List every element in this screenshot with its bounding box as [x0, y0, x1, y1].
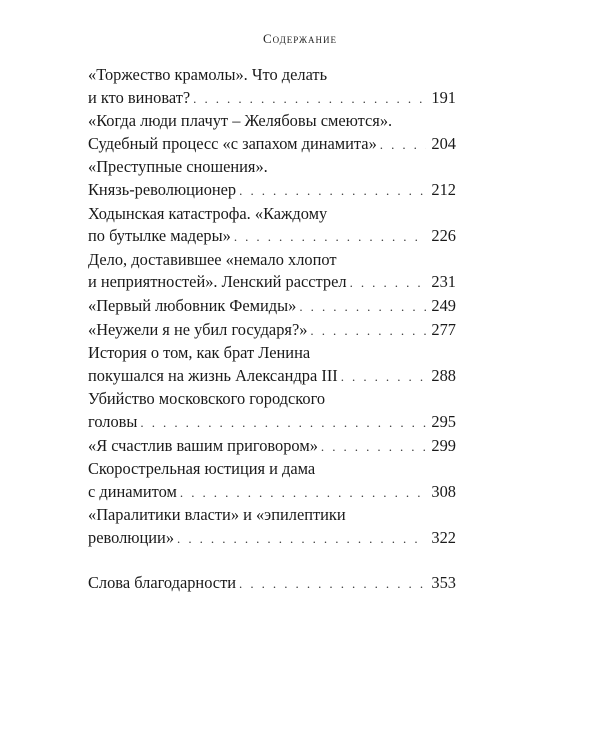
toc-page-number: 277	[431, 319, 456, 339]
toc-page-number: 204	[431, 133, 456, 153]
toc-entry[interactable]	[88, 295, 456, 319]
dot-leader	[350, 272, 427, 295]
toc-entry[interactable]	[88, 110, 456, 156]
dot-leader	[299, 296, 426, 319]
section-gap	[88, 550, 456, 572]
toc-entry-text: покушался на жизнь Александра III	[88, 365, 338, 385]
toc-entry-text: Князь-революционер	[88, 179, 237, 199]
dot-leader	[239, 573, 426, 596]
dot-leader	[239, 180, 426, 203]
toc-entry-text: «Я счастлив вашим приговором»	[88, 435, 318, 455]
toc-entry[interactable]	[88, 249, 456, 295]
toc-page-number: 288	[431, 365, 456, 385]
toc-page-number: 226	[431, 226, 456, 246]
toc-entry-text: «Первый любовник Фемиды»	[88, 295, 297, 315]
toc-entry-text: Убийство московского городского	[88, 389, 326, 409]
toc-entry[interactable]	[88, 156, 456, 202]
dot-leader	[140, 412, 426, 435]
dot-leader	[310, 320, 426, 343]
dot-leader	[341, 366, 427, 389]
toc-entry-text: революции»	[88, 527, 175, 547]
toc-entry-text: Судебный процесс «с запахом динамита»	[88, 133, 377, 153]
toc-page-number: 249	[431, 295, 456, 315]
toc-entry-text: и неприятностей». Ленский расстрел	[88, 272, 347, 292]
toc-entry[interactable]	[88, 342, 456, 388]
dot-leader	[193, 88, 426, 111]
toc-entry-text: «Торжество крамолы». Что делать	[88, 65, 328, 84]
toc-page-number: 295	[431, 411, 456, 431]
toc-entry[interactable]	[88, 388, 456, 434]
toc-entry[interactable]	[88, 504, 456, 550]
toc-page-number: 212	[431, 179, 456, 199]
toc-page-number: 353	[431, 573, 456, 593]
dot-leader	[177, 528, 426, 551]
toc-page-number: 299	[431, 435, 456, 455]
toc-entry-text: с динамитом	[88, 481, 177, 501]
toc-entry-text: Слова благодарности	[88, 573, 237, 593]
toc-page-number: 231	[431, 272, 456, 292]
toc-entry-text: «Паралитики власти» и «эпилептики	[88, 505, 346, 525]
dot-leader	[321, 436, 427, 459]
toc-entry-text: «Преступные сношения».	[88, 157, 268, 177]
toc-entry[interactable]	[88, 64, 456, 110]
toc-page-number: 191	[431, 87, 456, 107]
toc-entry[interactable]	[88, 458, 456, 504]
dot-leader	[380, 134, 427, 157]
toc-entry-text: Дело, доставившее «немало хлопот	[88, 249, 337, 269]
toc-entry-text: по бутылке мадеры»	[88, 226, 231, 246]
toc-entry-text: и кто виноват?	[88, 87, 191, 107]
dot-leader	[180, 482, 427, 505]
table-of-contents	[88, 64, 456, 596]
toc-entry-text: «Неужели я не убил государя?»	[88, 319, 308, 339]
toc-entry[interactable]	[88, 203, 456, 249]
toc-entry-text: головы	[88, 411, 138, 431]
toc-entry-text: История о том, как брат Ленина	[88, 343, 311, 363]
toc-page-number: 322	[431, 527, 456, 547]
toc-entry-text: Ходынская катастрофа. «Каждому	[88, 203, 328, 223]
toc-entry-text: «Когда люди плачут – Желябовы смеются».	[88, 111, 393, 131]
toc-entry[interactable]	[88, 319, 456, 343]
page-title: Содержание	[262, 31, 338, 46]
toc-entry-text: Скорострельная юстиция и дама	[88, 459, 316, 479]
toc-entry-acknowledgements[interactable]	[88, 572, 456, 596]
toc-page-number: 308	[431, 481, 456, 501]
toc-entry[interactable]	[88, 435, 456, 459]
dot-leader	[234, 226, 427, 249]
